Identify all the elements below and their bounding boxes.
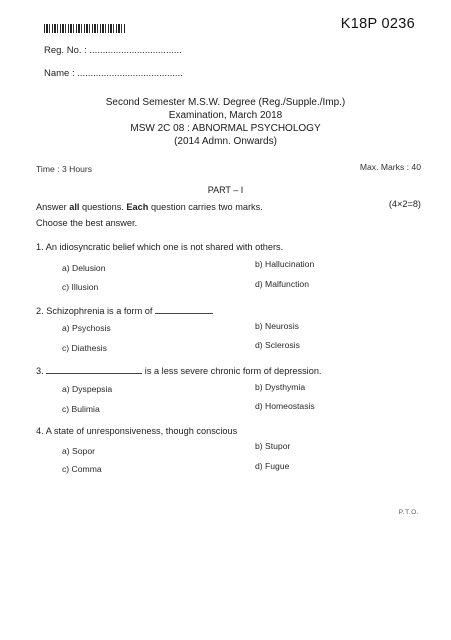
- instruction-each: Each: [126, 202, 149, 212]
- question-4: [36, 426, 237, 436]
- instruction-all: all: [69, 202, 80, 212]
- barcode: [44, 24, 126, 33]
- exam-title-line4: (2014 Admn. Onwards): [174, 136, 277, 147]
- q2-option-b: b) Neurosis: [255, 321, 299, 331]
- question-text: A state of unresponsiveness, though conscious: [45, 426, 238, 436]
- answer-blank: [155, 313, 213, 314]
- q3-option-d: d) Homeostasis: [255, 401, 315, 411]
- q4-option-c: c) Comma: [62, 464, 102, 474]
- q3-option-c: c) Bulimia: [62, 404, 100, 414]
- q4-option-a: a) Sopor: [62, 446, 95, 456]
- q2-option-c: c) Diathesis: [62, 343, 107, 353]
- name-field: Name : ........................................: [44, 68, 183, 79]
- q1-option-a: a) Delusion: [62, 263, 106, 273]
- paper-code: K18P 0236: [340, 16, 415, 32]
- q4-option-d: d) Fugue: [255, 461, 290, 471]
- exam-title-line3: MSW 2C 08 : ABNORMAL PSYCHOLOGY: [130, 123, 321, 134]
- max-marks-label: Max. Marks : 40: [359, 162, 421, 172]
- q2-option-a: a) Psychosis: [62, 323, 111, 333]
- question-text: An idiosyncratic belief which one is not shared with others.: [45, 242, 284, 252]
- question-2: [36, 306, 213, 316]
- question-number: 4.: [36, 426, 44, 436]
- question-text: is a less severe chronic form of depression.: [144, 366, 322, 376]
- sub-instruction: Choose the best answer.: [36, 218, 138, 228]
- answer-blank: [46, 373, 142, 374]
- q3-option-b: b) Dysthymia: [255, 382, 306, 392]
- time-label: Time : 3 Hours: [36, 164, 93, 174]
- instruction-pre: Answer: [36, 202, 70, 212]
- question-1: [36, 242, 283, 252]
- q4-option-b: b) Stupor: [255, 441, 291, 451]
- question-3: [36, 366, 321, 376]
- pto-label: P.T.O.: [398, 509, 419, 516]
- question-number: 1.: [36, 242, 44, 252]
- part-heading: PART – I: [207, 185, 244, 195]
- q1-option-d: d) Malfunction: [255, 279, 309, 289]
- q3-option-a: a) Dyspepsia: [62, 384, 113, 394]
- reg-no-field: Reg. No. : ...................................: [44, 45, 182, 56]
- exam-title-line1: Second Semester M.S.W. Degree (Reg./Supple./Imp.): [105, 97, 346, 108]
- instruction-mid: questions.: [79, 202, 127, 212]
- question-text: Schizophrenia is a form of: [46, 306, 153, 316]
- q1-option-c: c) Illusion: [62, 282, 99, 292]
- part-marks: (4×2=8): [388, 199, 421, 209]
- instruction-line: [36, 202, 263, 212]
- q2-option-d: d) Sclerosis: [255, 340, 300, 350]
- q1-option-b: b) Hallucination: [255, 259, 315, 269]
- question-number: 2.: [36, 306, 44, 316]
- question-number: 3.: [36, 366, 44, 376]
- exam-title-line2: Examination, March 2018: [168, 110, 283, 121]
- instruction-post: question carries two marks.: [148, 202, 263, 212]
